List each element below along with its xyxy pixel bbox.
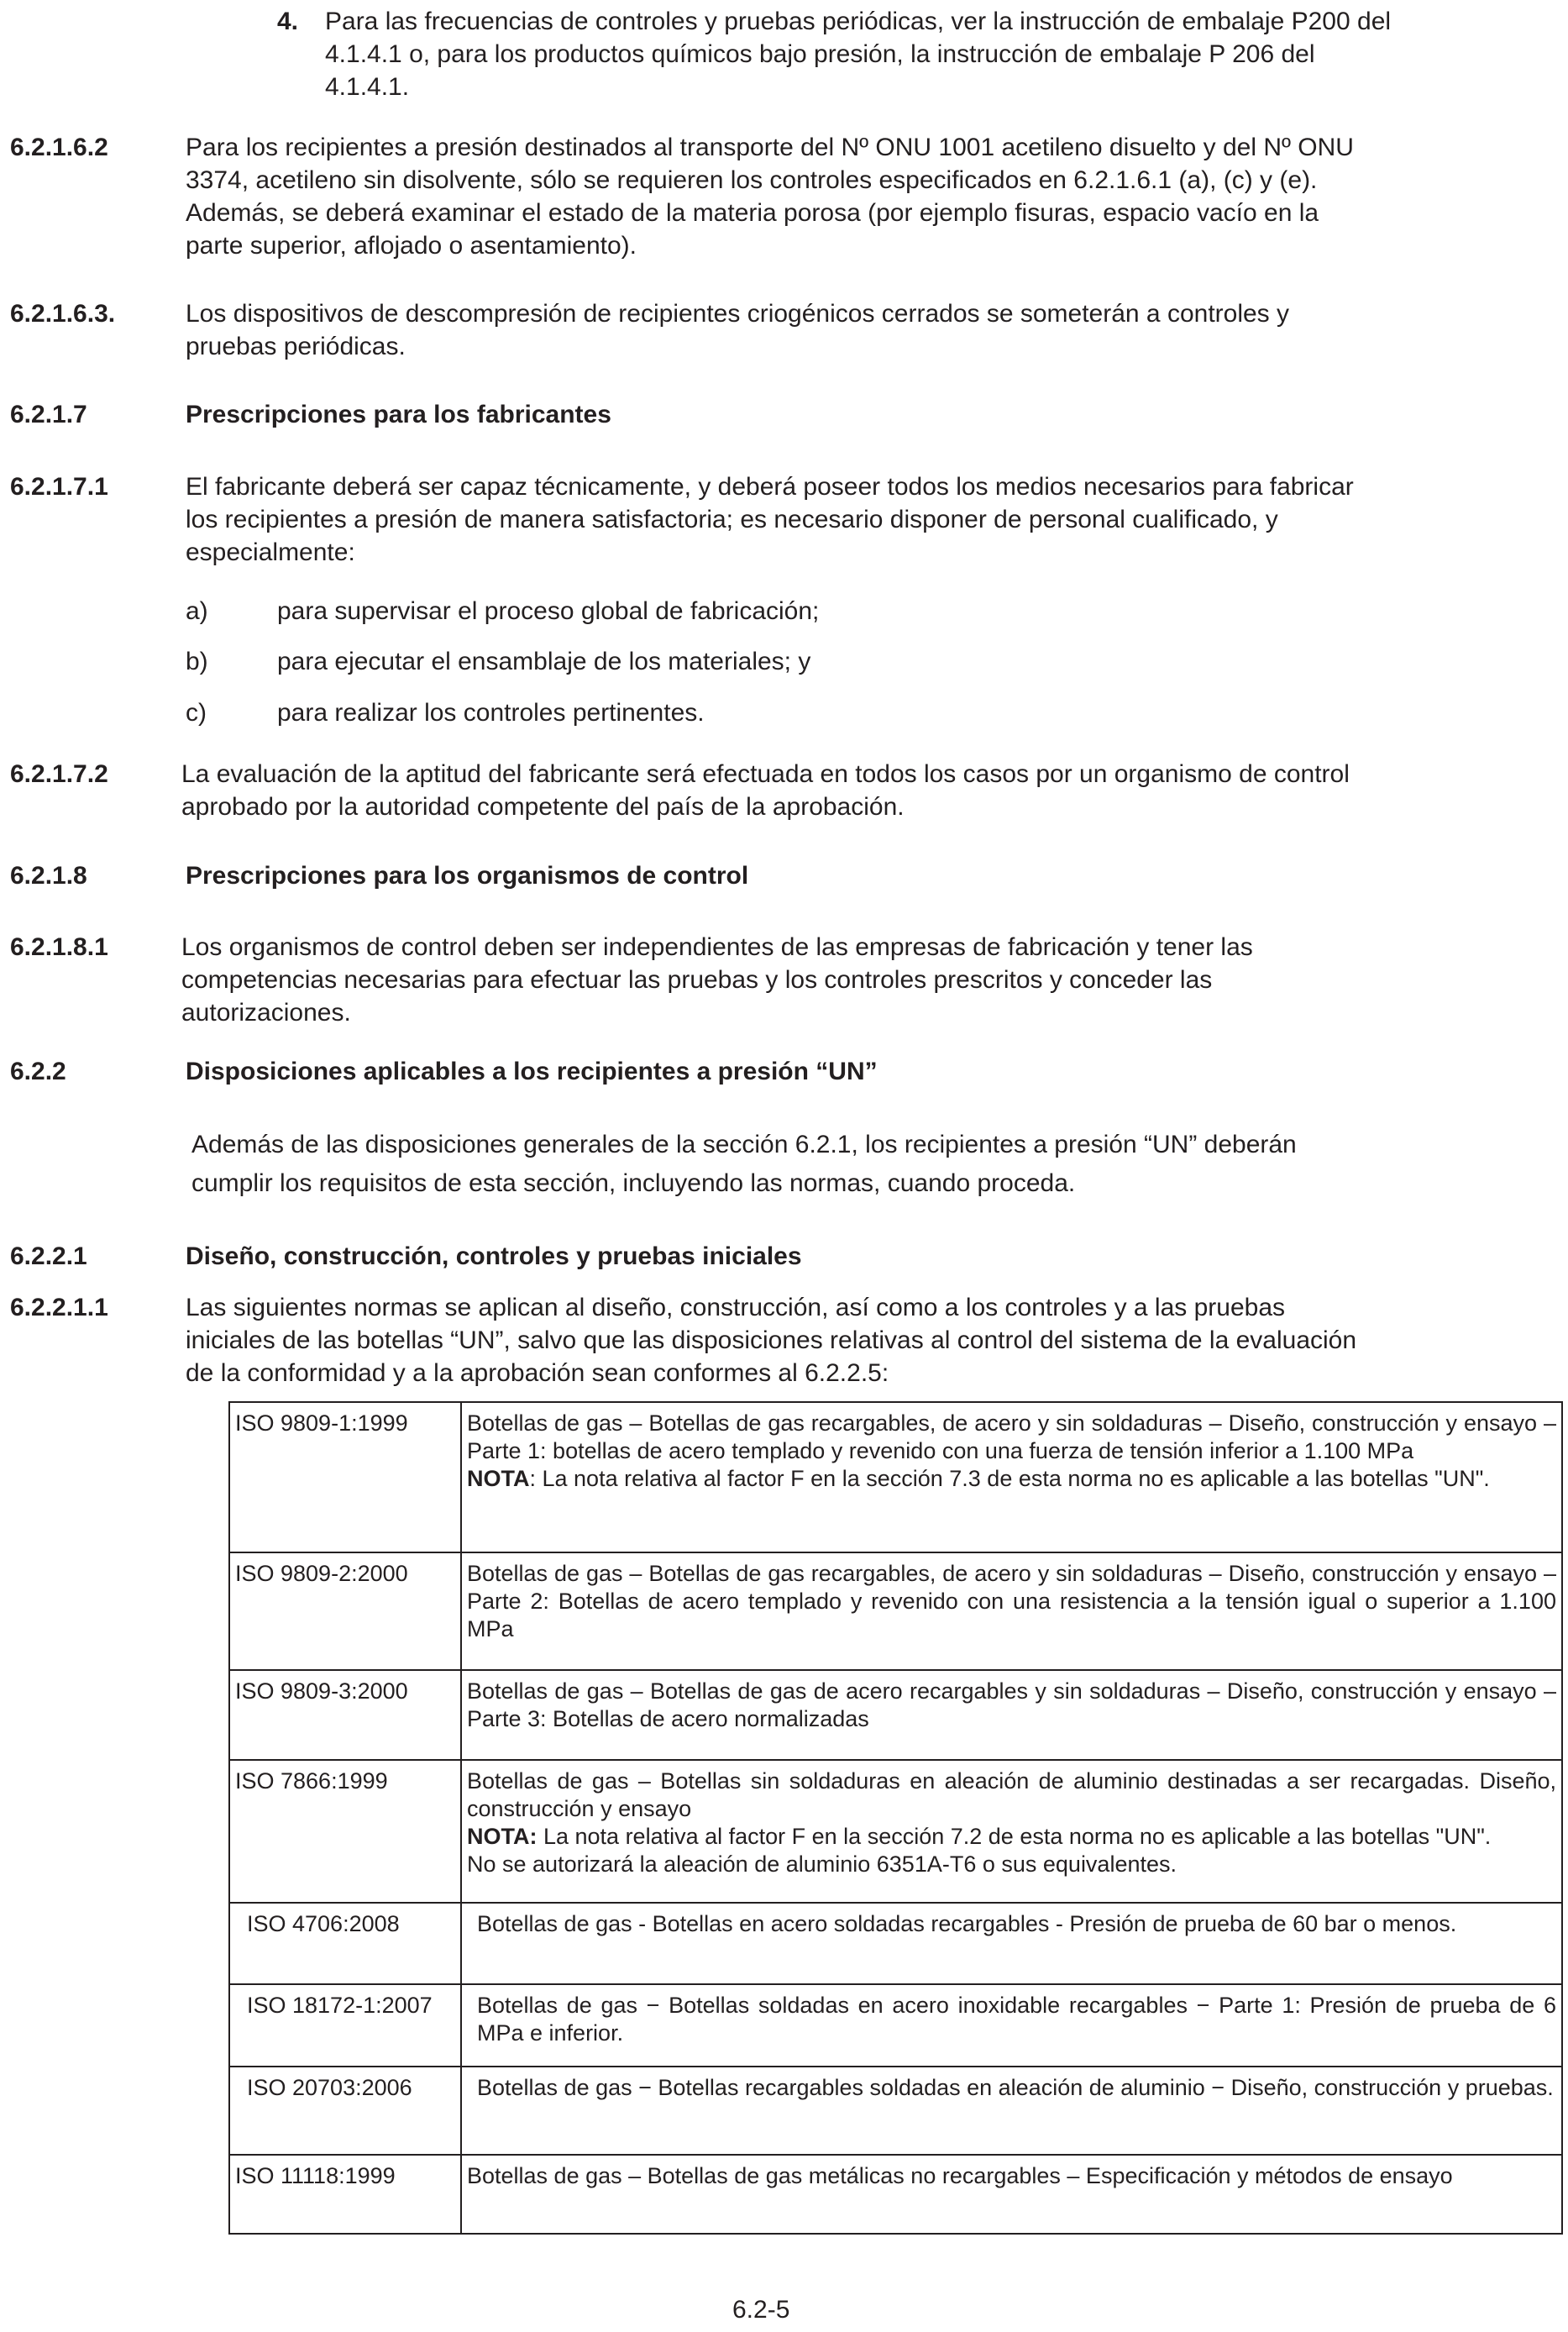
text-line: autorizaciones. (181, 999, 351, 1027)
table-row (229, 1760, 1562, 1903)
section-number: 6.2.1.8 (10, 862, 87, 890)
paragraph-6-2-1-6-3 (186, 297, 1518, 363)
list-item: para ejecutar el ensamblaje de los materiales; y (277, 648, 811, 675)
standard-code: ISO 11118:1999 (229, 2155, 461, 2234)
standard-title: Botellas de gas – Botellas de gas de acero recargables y sin soldaduras – Diseño, construcción y ensayo – Parte 3: Botellas de acero normalizadas (467, 1678, 1556, 1731)
standard-title: Botellas de gas – Botellas de gas recargables, de acero y sin soldaduras – Diseño, construcción y ensayo – Parte 2: Botellas de acero templado y revenido con una resistencia a la tensión igual o superior a 1.100 MPa (467, 1561, 1556, 1641)
paragraph-number: 6.2.2.1.1 (10, 1294, 108, 1321)
table-row (229, 1984, 1562, 2067)
table-row (229, 2155, 1562, 2234)
standard-title: Botellas de gas - Botellas en acero soldadas recargables - Presión de prueba de 60 bar o menos. (477, 1911, 1457, 1936)
list-marker: b) (186, 648, 208, 675)
paragraph-number: 6.2.1.6.2 (10, 134, 108, 161)
text-line: Los organismos de control deben ser independientes de las empresas de fabricación y tener las (181, 933, 1253, 961)
table-row (229, 1552, 1562, 1670)
text-line: de la conformidad y a la aprobación sean conformes al 6.2.2.5: (186, 1359, 889, 1387)
text-line: Para los recipientes a presión destinados al transporte del Nº ONU 1001 acetileno disuelto y del Nº ONU (186, 134, 1354, 161)
standard-code: ISO 18172-1:2007 (229, 1984, 461, 2067)
text-line: Para las frecuencias de controles y pruebas periódicas, ver la instrucción de embalaje P200 del (325, 8, 1392, 35)
list-marker: a) (186, 597, 208, 625)
standard-title: Botellas de gas − Botellas soldadas en acero inoxidable recargables − Parte 1: Presión de prueba de 6 MPa e inferior. (477, 1993, 1556, 2046)
standard-code: ISO 9809-1:1999 (229, 1402, 461, 1552)
section-heading: Diseño, construcción, controles y pruebas iniciales (186, 1242, 802, 1270)
text-line: 4.1.4.1 o, para los productos químicos bajo presión, la instrucción de embalaje P 206 del (325, 40, 1315, 68)
list-item: para supervisar el proceso global de fabricación; (277, 597, 820, 625)
paragraph-6-2-2-intro (191, 1126, 1517, 1203)
section-number: 6.2.1.7 (10, 401, 87, 428)
section-number: 6.2.2 (10, 1058, 66, 1085)
text-line: Además de las disposiciones generales de la sección 6.2.1, los recipientes a presión “UN” deberán (191, 1131, 1297, 1158)
text-line: pruebas periódicas. (186, 333, 406, 360)
paragraph-number: 6.2.1.6.3. (10, 300, 116, 328)
standard-description (461, 1402, 1562, 1552)
text-line: los recipientes a presión de manera satisfactoria; es necesario disponer de personal cualificado, y (186, 506, 1278, 533)
text-line: Además, se deberá examinar el estado de la materia porosa (por ejemplo fisuras, espacio vacío en la (186, 199, 1319, 227)
note-label: NOTA (467, 1466, 530, 1491)
standard-description (461, 1552, 1562, 1670)
list-marker: c) (186, 699, 207, 727)
note-text: : La nota relativa al factor F en la sección 7.3 de esta norma no es aplicable a las botellas "UN". (529, 1466, 1490, 1491)
paragraph-6-2-1-8-1 (181, 931, 1517, 1029)
text-line: aprobado por la autoridad competente del país de la aprobación. (181, 793, 905, 821)
text-line: 4.1.4.1. (325, 73, 410, 101)
paragraph-6-2-1-7-1 (186, 470, 1518, 569)
restriction-text: No se autorizará la aleación de aluminio 6351A-T6 o sus equivalentes. (467, 1851, 1177, 1877)
table-row (229, 2067, 1562, 2155)
standard-code: ISO 7866:1999 (229, 1760, 461, 1903)
section-heading: Prescripciones para los fabricantes (186, 401, 611, 428)
standard-description (461, 1903, 1562, 1984)
table-row (229, 1903, 1562, 1984)
table-row (229, 1402, 1562, 1552)
paragraph-number: 6.2.1.7.2 (10, 760, 108, 788)
text-line: 3374, acetileno sin disolvente, sólo se requieren los controles especificados en 6.2.1.6.1 (a), (c) y (e). (186, 166, 1318, 194)
standard-title: Botellas de gas – Botellas sin soldaduras en aleación de aluminio destinadas a ser recargadas. Diseño, construcción y ensayo (467, 1768, 1556, 1821)
page-number: 6.2-5 (732, 2296, 790, 2324)
standard-title: Botellas de gas − Botellas recargables soldadas en aleación de aluminio − Diseño, construcción y pruebas. (477, 2075, 1554, 2100)
list-item: para realizar los controles pertinentes. (277, 699, 705, 727)
section-heading: Prescripciones para los organismos de control (186, 862, 749, 890)
text-line: cumplir los requisitos de esta sección, incluyendo las normas, cuando proceda. (191, 1169, 1076, 1197)
section-heading: Disposiciones aplicables a los recipientes a presión “UN” (186, 1058, 878, 1085)
standard-description (461, 2155, 1562, 2234)
standard-description (461, 1670, 1562, 1760)
text-line: Los dispositivos de descompresión de recipientes criogénicos cerrados se someterán a controles y (186, 300, 1290, 328)
paragraph-6-2-2-1-1 (186, 1291, 1518, 1389)
standard-code: ISO 9809-3:2000 (229, 1670, 461, 1760)
text-line: El fabricante deberá ser capaz técnicamente, y deberá poseer todos los medios necesarios para fabricar (186, 473, 1354, 501)
table-row (229, 1670, 1562, 1760)
standard-title: Botellas de gas – Botellas de gas metálicas no recargables – Especificación y métodos de ensayo (467, 2163, 1453, 2188)
section-number: 6.2.2.1 (10, 1242, 87, 1270)
note-text: La nota relativa al factor F en la sección 7.2 de esta norma no es aplicable a las botellas "UN". (537, 1824, 1492, 1849)
text-line: especialmente: (186, 538, 355, 566)
note-label: NOTA: (467, 1824, 538, 1849)
standard-code: ISO 9809-2:2000 (229, 1552, 461, 1670)
text-line: La evaluación de la aptitud del fabricante será efectuada en todos los casos por un organismo de control (181, 760, 1350, 788)
standard-code: ISO 4706:2008 (229, 1903, 461, 1984)
item4-text (325, 5, 1518, 103)
standard-code: ISO 20703:2006 (229, 2067, 461, 2155)
paragraph-6-2-1-7-2 (181, 758, 1517, 823)
paragraph-6-2-1-6-2 (186, 131, 1518, 262)
text-line: Las siguientes normas se aplican al diseño, construcción, así como a los controles y a las pruebas (186, 1294, 1286, 1321)
paragraph-number: 6.2.1.8.1 (10, 933, 108, 961)
list-marker: 4. (277, 8, 299, 35)
standard-description (461, 2067, 1562, 2155)
text-line: iniciales de las botellas “UN”, salvo que las disposiciones relativas al control del sistema de la evaluación (186, 1326, 1357, 1354)
standards-table (228, 1401, 1563, 2235)
text-line: parte superior, aflojado o asentamiento). (186, 232, 637, 260)
standard-description (461, 1984, 1562, 2067)
standard-title: Botellas de gas – Botellas de gas recargables, de acero y sin soldaduras – Diseño, construcción y ensayo – Parte 1: botellas de acero templado y revenido con una fuerza de tensión inferior a 1.100 MPa (467, 1410, 1556, 1463)
paragraph-number: 6.2.1.7.1 (10, 473, 108, 501)
standard-description (461, 1760, 1562, 1903)
text-line: competencias necesarias para efectuar las pruebas y los controles prescritos y conceder las (181, 966, 1213, 994)
